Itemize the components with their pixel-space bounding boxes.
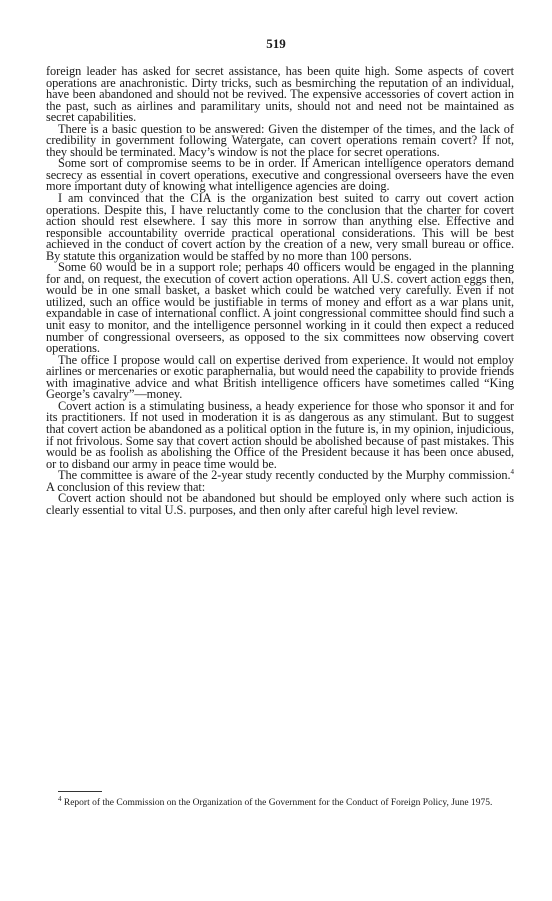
paragraph-9: Covert action should not be abandoned but should be employed only where such action is clearly essential to vital U.S. purposes, and then only after careful high level review.	[46, 491, 514, 517]
paragraph-5: Some 60 would be in a support role; perhaps 40 officers would be engaged in the planning for and, on request, the execution of covert action operations. All U.S. covert action eggs then, would be in one small basket, a basket which could be watched very carefully. Even if not utilized, such an office would be justifiable in terms of money and effort as a war plans unit, expandable in case of international conflict. A joint congressional committee should find such a unit easy to monitor, and the intelligence personnel working in it could then expect a reduced number of congressional overseers, as opposed to the six committees now observing covert operations.	[46, 260, 514, 356]
paragraph-2: There is a basic question to be answered: Given the distemper of the times, and the lack of credibility in government following Watergate, can covert operations remain covert? If not, they should be terminated. Macy’s window is not the place for secret operations.	[46, 121, 514, 159]
footnote-text: Report of the Commission on the Organization of the Government for the Conduct of Foreign Policy, June 1975.	[61, 798, 493, 808]
paragraph-7: Covert action is a stimulating business, a heady experience for those who sponsor it and for its practitioners. If not used in moderation it is as dangerous as any stimulant. But to suggest that covert action be abandoned as a political option in the future is, in my opinion, injudicious, if not frivolous. Some say that covert action should be abolished because of past mistakes. This would be as foolish as abolishing the Office of the President because it has been once abused, or to disband our army in peace time would be.	[46, 398, 514, 471]
body-text	[46, 66, 514, 516]
page-number: 519	[266, 36, 286, 51]
paragraph-6: The office I propose would call on expertise derived from experience. It would not employ airlines or mercenaries or exotic paraphernalia, but would need the capability to provide friends with imaginative advice and what British intelligence officers have sometimes called “King George’s cavalry”—money.	[46, 352, 514, 402]
paragraph-1: foreign leader has asked for secret assistance, has been quite high. Some aspects of covert operations are anachronistic. Dirty tricks, such as besmirching the reputation of an individual, have been abandoned and should not be revived. The expensive accessories of covert action in the past, such as airlines and paramilitary units, should not and need not be maintained as secret capabilities.	[46, 64, 514, 125]
footnote-reference: 4	[510, 468, 514, 477]
paragraph-8-text-after: A conclusion of this review that:	[46, 479, 206, 494]
paragraph-4: I am convinced that the CIA is the organization best suited to carry out covert action operations. Despite this, I have reluctantly come to the conclusion that the charter for covert action should rest elsewhere. I say this more in sorrow than anything else. Effective and responsible accountability override practical operational considerations. This will be best achieved in the conduct of covert action by the creation of a new, very small bureau or office. By statute this organization would be staffed by no more than 100 persons.	[46, 191, 514, 263]
footnote-marker: 4	[58, 794, 62, 803]
paragraph-8	[46, 470, 514, 493]
footnote-divider	[58, 791, 102, 792]
paragraph-3: Some sort of compromise seems to be in order. If American intelligence operators demand secrecy as essential in covert operations, executive and congressional overseers have the even more important duty of knowing what intelligence agencies are doing.	[46, 156, 514, 194]
footnote	[46, 794, 514, 809]
paragraph-8-text: The committee is aware of the 2-year study recently conducted by the Murphy commission.	[58, 468, 511, 483]
